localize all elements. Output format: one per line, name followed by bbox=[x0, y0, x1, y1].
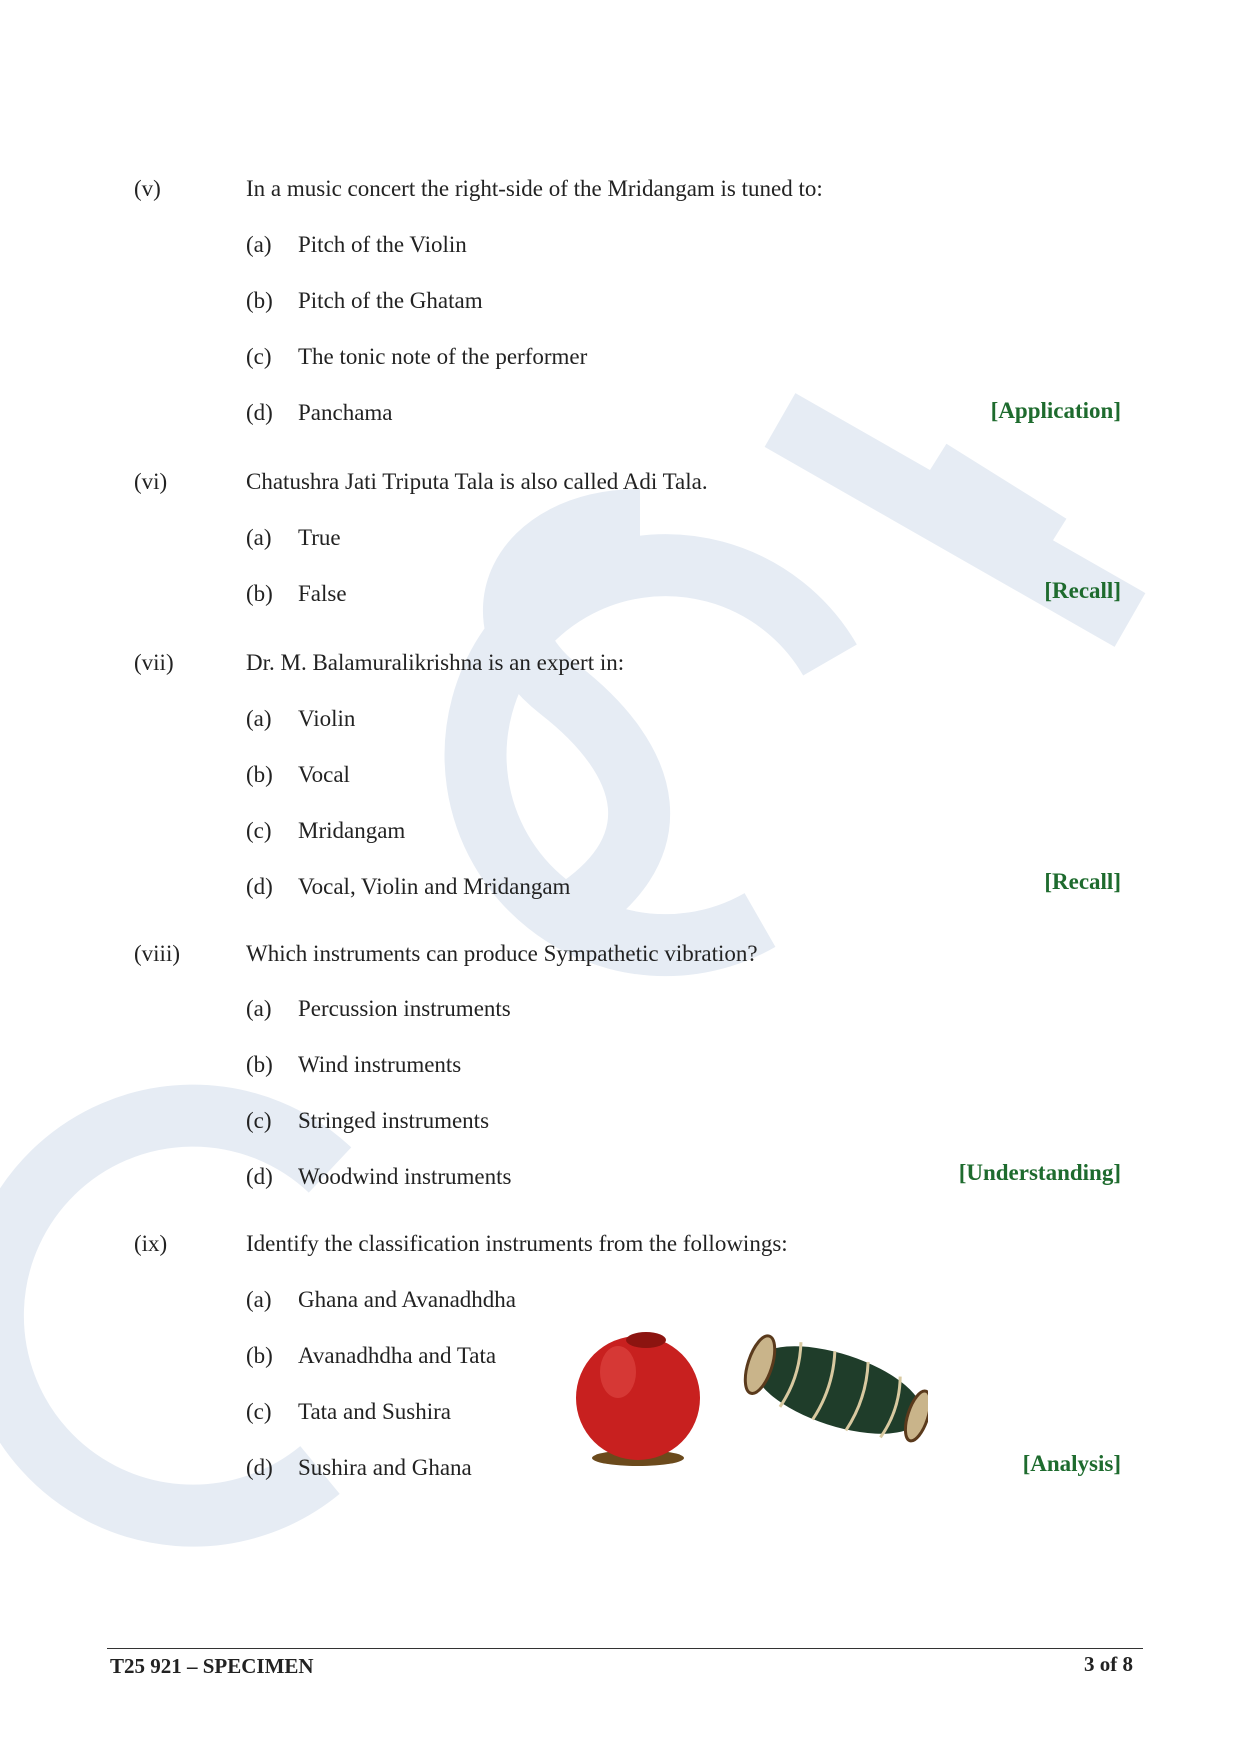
instruments-illustration bbox=[568, 1310, 928, 1470]
option-text: Pitch of the Violin bbox=[298, 232, 467, 257]
question-number: (vi) bbox=[134, 469, 168, 494]
question-text: Dr. M. Balamuralikrishna is an expert in: bbox=[246, 650, 625, 675]
option-letter: (a) bbox=[246, 1287, 272, 1312]
mridangam-image bbox=[737, 1327, 928, 1454]
option-text: True bbox=[298, 525, 341, 550]
option-letter: (b) bbox=[246, 288, 273, 313]
question-number: (vii) bbox=[134, 650, 174, 675]
option-letter: (d) bbox=[246, 874, 273, 899]
option-text: False bbox=[298, 581, 347, 606]
option-text: Vocal, Violin and Mridangam bbox=[298, 874, 571, 899]
option-letter: (a) bbox=[246, 706, 272, 731]
option-letter: (b) bbox=[246, 762, 273, 787]
question-text: Identify the classification instruments from the followings: bbox=[246, 1231, 788, 1256]
option-text: The tonic note of the performer bbox=[298, 344, 588, 369]
option-text: Sushira and Ghana bbox=[298, 1455, 472, 1480]
cognitive-level-tag: [Recall] bbox=[1044, 869, 1121, 894]
option-text: Vocal bbox=[298, 762, 350, 787]
option-letter: (d) bbox=[246, 1164, 273, 1189]
option-letter: (c) bbox=[246, 344, 272, 369]
option-text: Ghana and Avanadhdha bbox=[298, 1287, 516, 1312]
option-letter: (d) bbox=[246, 1455, 273, 1480]
option-letter: (a) bbox=[246, 525, 272, 550]
footer-divider bbox=[107, 1648, 1143, 1649]
option-letter: (c) bbox=[246, 1399, 272, 1424]
option-letter: (b) bbox=[246, 1343, 273, 1368]
cognitive-level-tag: [Understanding] bbox=[958, 1160, 1121, 1185]
ghatam-image bbox=[576, 1332, 700, 1466]
paper-code: T25 921 – SPECIMEN bbox=[110, 1654, 314, 1678]
option-text: Avanadhdha and Tata bbox=[298, 1343, 497, 1368]
question-number: (viii) bbox=[134, 941, 180, 966]
question-text: In a music concert the right-side of the Mridangam is tuned to: bbox=[246, 176, 823, 201]
option-text: Stringed instruments bbox=[298, 1108, 490, 1133]
option-text: Pitch of the Ghatam bbox=[298, 288, 483, 313]
option-letter: (b) bbox=[246, 1052, 273, 1077]
cognitive-level-tag: [Recall] bbox=[1044, 578, 1121, 603]
question-number: (v) bbox=[134, 176, 161, 201]
option-letter: (b) bbox=[246, 581, 273, 606]
option-letter: (c) bbox=[246, 818, 272, 843]
option-text: Percussion instruments bbox=[298, 996, 511, 1021]
option-text: Violin bbox=[298, 706, 356, 731]
page-number: 3 of 8 bbox=[1084, 1652, 1133, 1676]
option-text: Wind instruments bbox=[298, 1052, 462, 1077]
option-letter: (d) bbox=[246, 400, 273, 425]
option-letter: (c) bbox=[246, 1108, 272, 1133]
cognitive-level-tag: [Analysis] bbox=[1022, 1451, 1121, 1476]
option-text: Mridangam bbox=[298, 818, 406, 843]
option-letter: (a) bbox=[246, 232, 272, 257]
option-letter: (a) bbox=[246, 996, 272, 1021]
cognitive-level-tag: [Application] bbox=[990, 398, 1121, 423]
option-text: Tata and Sushira bbox=[298, 1399, 451, 1424]
option-text: Woodwind instruments bbox=[298, 1164, 512, 1189]
question-text: Which instruments can produce Sympathetic vibration? bbox=[246, 941, 758, 966]
question-number: (ix) bbox=[134, 1231, 168, 1256]
option-text: Panchama bbox=[298, 400, 393, 425]
question-text: Chatushra Jati Triputa Tala is also called Adi Tala. bbox=[246, 469, 708, 494]
